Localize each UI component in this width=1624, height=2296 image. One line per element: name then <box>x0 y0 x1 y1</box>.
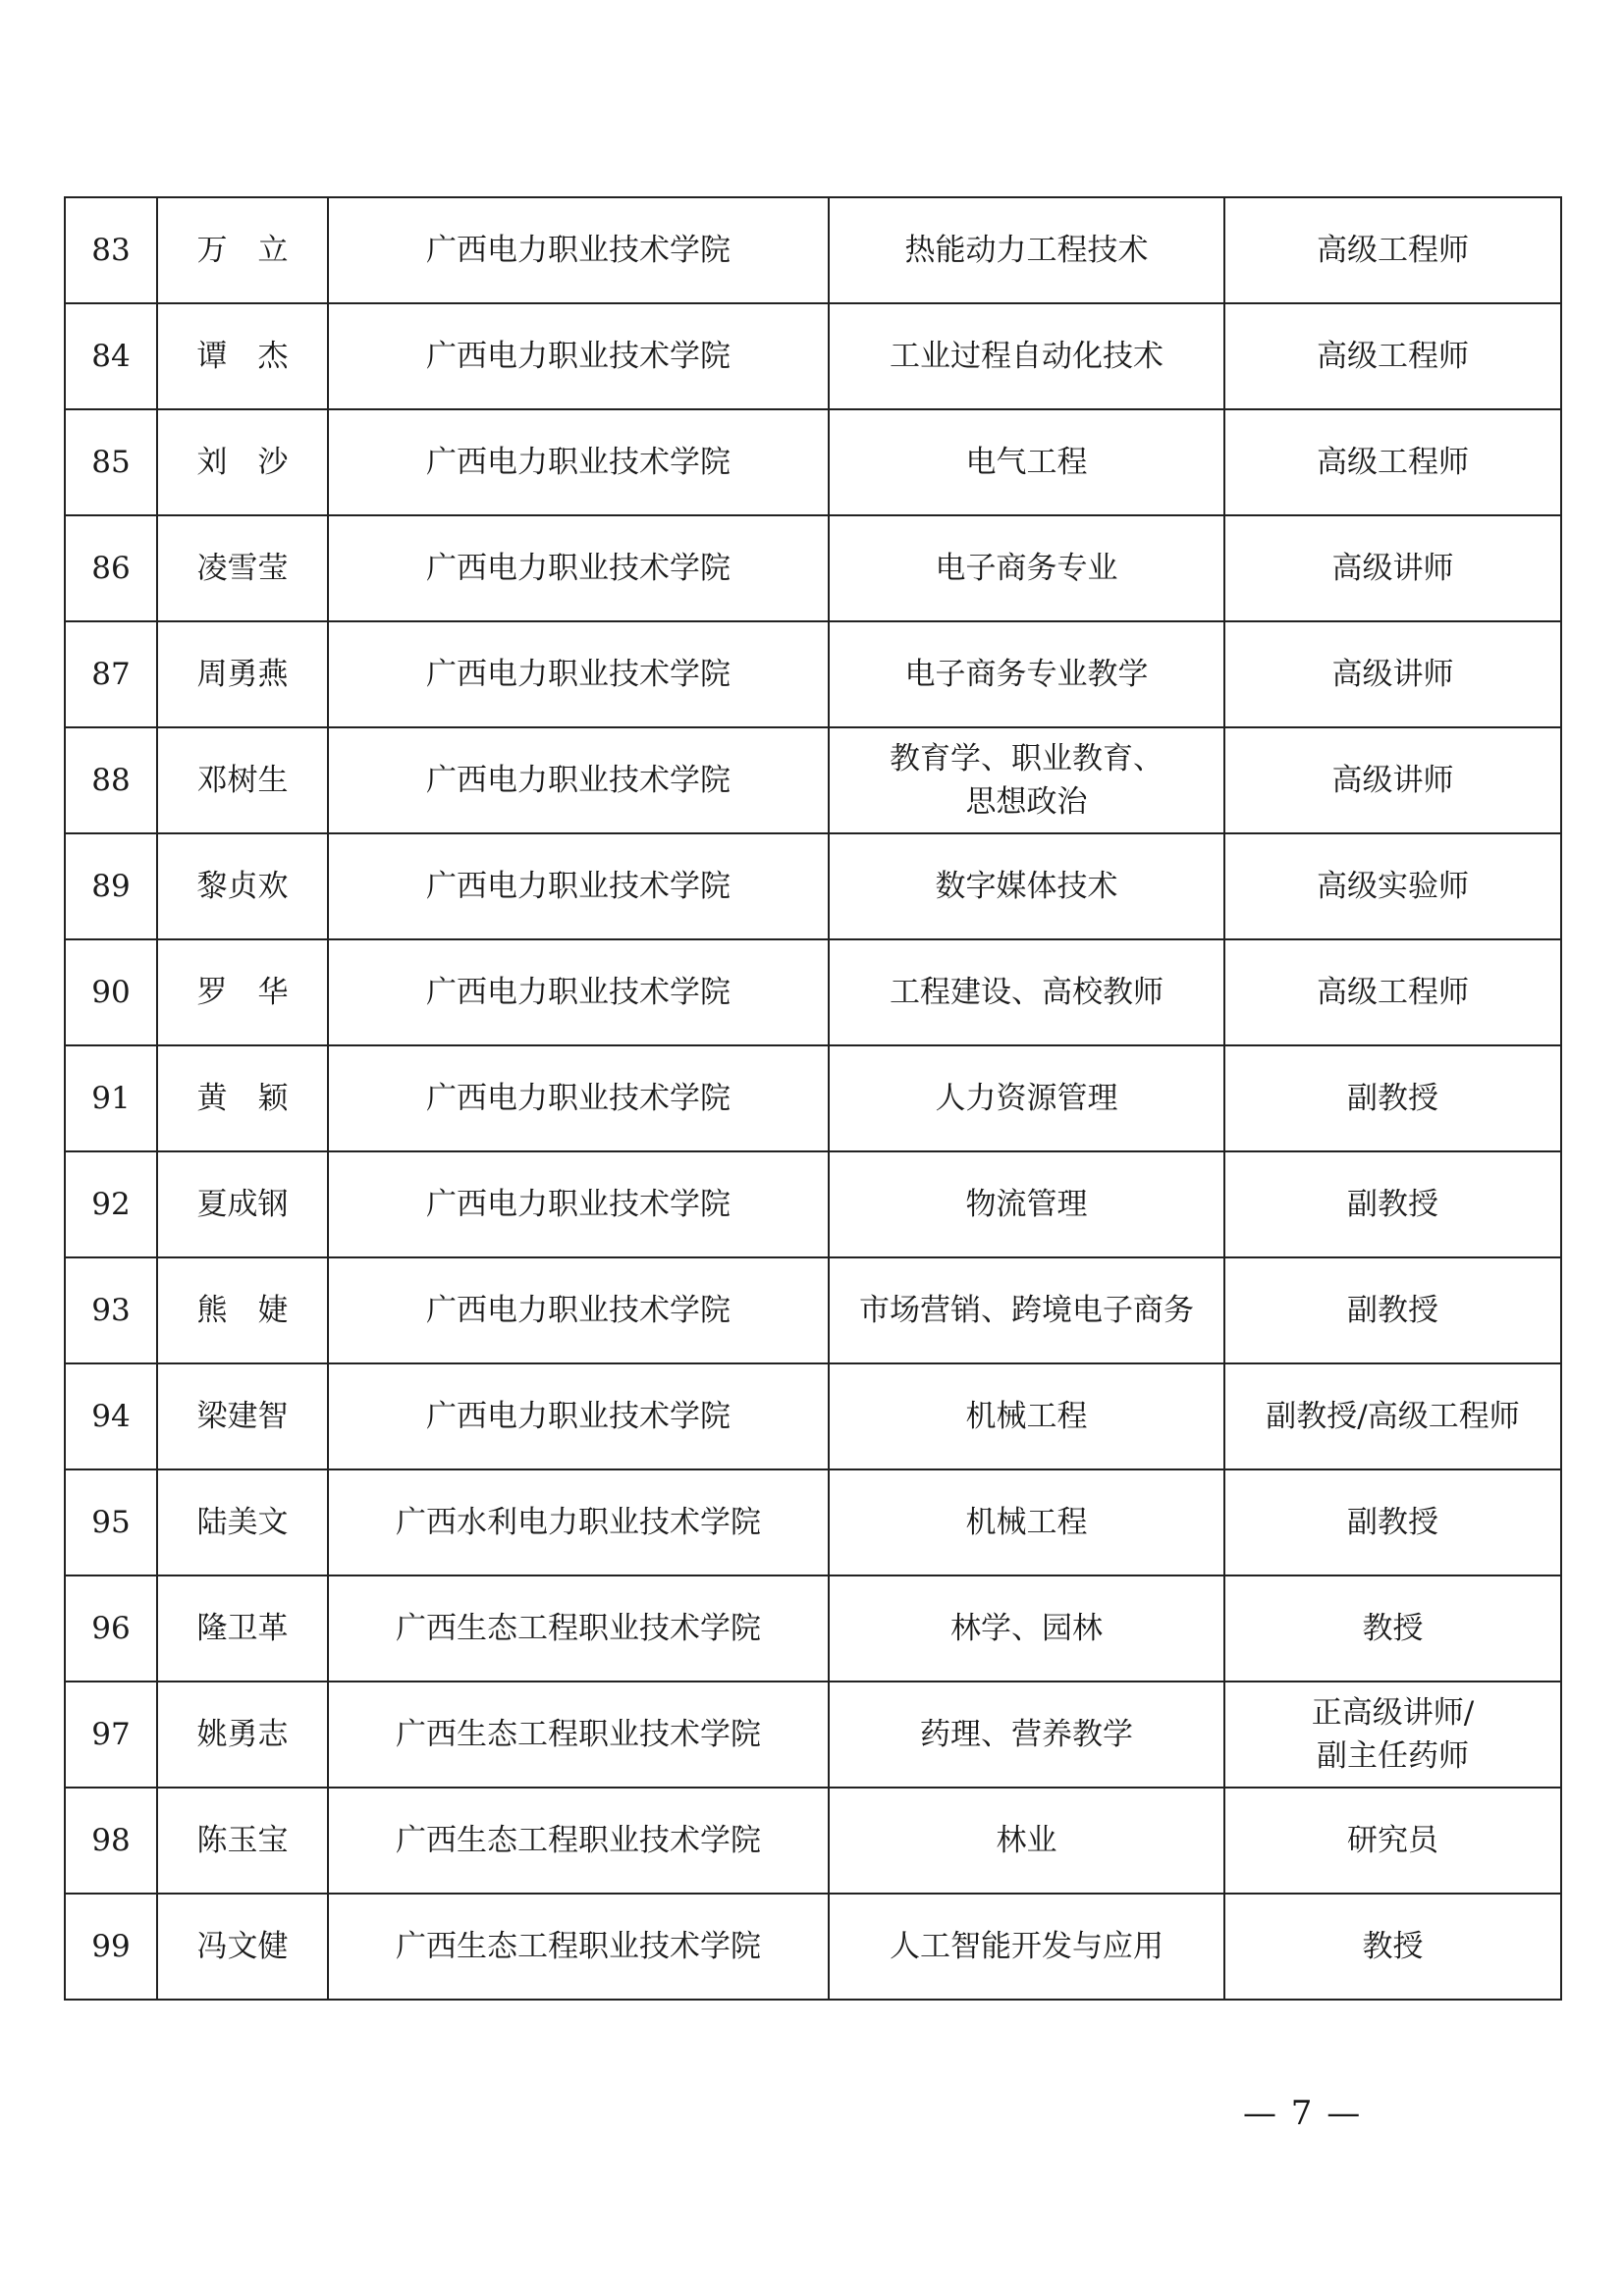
title-cell <box>1224 939 1561 1045</box>
major-cell <box>829 1045 1224 1151</box>
name-cell: 凌雪莹 <box>157 515 328 621</box>
row-number-cell: 90 <box>65 939 157 1045</box>
major-cell-line: 药理、营养教学 <box>920 1717 1133 1752</box>
title-cell-line: 研究员 <box>1347 1823 1438 1858</box>
title-cell <box>1224 1682 1561 1788</box>
organization-cell: 广西电力职业技术学院 <box>328 515 829 621</box>
row-number-cell: 91 <box>65 1045 157 1151</box>
title-cell-line: 副主任药师 <box>1317 1738 1469 1774</box>
organization-cell: 广西电力职业技术学院 <box>328 939 829 1045</box>
major-cell <box>829 939 1224 1045</box>
major-cell-line: 教育学、职业教育、 <box>890 741 1164 776</box>
major-cell <box>829 1257 1224 1363</box>
table-row <box>65 939 1561 1045</box>
title-cell-line: 高级讲师 <box>1331 657 1454 692</box>
title-cell-line: 副教授 <box>1347 1081 1438 1116</box>
major-cell-line: 人力资源管理 <box>935 1081 1118 1116</box>
title-cell <box>1224 303 1561 409</box>
title-cell <box>1224 1894 1561 2000</box>
table-row <box>65 1894 1561 2000</box>
organization-cell: 广西电力职业技术学院 <box>328 1151 829 1257</box>
table-row <box>65 833 1561 939</box>
row-number-cell: 85 <box>65 409 157 515</box>
roster-table <box>64 196 1562 2001</box>
name-cell: 陆美文 <box>157 1469 328 1575</box>
organization-cell: 广西电力职业技术学院 <box>328 833 829 939</box>
row-number-cell: 84 <box>65 303 157 409</box>
major-cell-line: 人工智能开发与应用 <box>890 1929 1164 1964</box>
major-cell <box>829 515 1224 621</box>
title-cell <box>1224 1469 1561 1575</box>
name-cell: 万 立 <box>157 197 328 303</box>
title-cell <box>1224 1045 1561 1151</box>
major-cell-line: 数字媒体技术 <box>935 869 1118 904</box>
major-cell <box>829 1575 1224 1682</box>
organization-cell: 广西电力职业技术学院 <box>328 1363 829 1469</box>
title-cell <box>1224 727 1561 833</box>
title-cell-line: 高级实验师 <box>1317 869 1469 904</box>
title-cell-line: 高级工程师 <box>1317 339 1469 374</box>
row-number-cell: 93 <box>65 1257 157 1363</box>
title-cell-line: 副教授 <box>1347 1505 1438 1540</box>
row-number-cell: 96 <box>65 1575 157 1682</box>
name-cell: 姚勇志 <box>157 1682 328 1788</box>
name-cell: 邓树生 <box>157 727 328 833</box>
name-cell: 隆卫革 <box>157 1575 328 1682</box>
table-row <box>65 1045 1561 1151</box>
major-cell-line: 市场营销、跨境电子商务 <box>859 1293 1194 1328</box>
row-number-cell: 97 <box>65 1682 157 1788</box>
name-cell: 黄 颖 <box>157 1045 328 1151</box>
table-row <box>65 1257 1561 1363</box>
major-cell-line: 电子商务专业 <box>935 551 1118 586</box>
title-cell-line: 教授 <box>1362 1611 1424 1646</box>
row-number-cell: 86 <box>65 515 157 621</box>
major-cell <box>829 1894 1224 2000</box>
major-cell-line: 电气工程 <box>965 445 1088 480</box>
table-row <box>65 303 1561 409</box>
title-cell-line: 副教授 <box>1347 1293 1438 1328</box>
title-cell-line: 高级工程师 <box>1317 975 1469 1010</box>
organization-cell: 广西电力职业技术学院 <box>328 409 829 515</box>
row-number-cell: 89 <box>65 833 157 939</box>
title-cell <box>1224 1788 1561 1894</box>
name-cell: 梁建智 <box>157 1363 328 1469</box>
major-cell-line: 机械工程 <box>965 1505 1088 1540</box>
title-cell-line: 高级工程师 <box>1317 445 1469 480</box>
major-cell-line: 热能动力工程技术 <box>904 233 1149 268</box>
major-cell <box>829 1363 1224 1469</box>
row-number-cell: 88 <box>65 727 157 833</box>
organization-cell: 广西电力职业技术学院 <box>328 1045 829 1151</box>
title-cell-line: 教授 <box>1362 1929 1424 1964</box>
roster-body <box>65 197 1561 2000</box>
title-cell-line: 高级工程师 <box>1317 233 1469 268</box>
name-cell: 谭 杰 <box>157 303 328 409</box>
table-row <box>65 621 1561 727</box>
title-cell-line: 正高级讲师/ <box>1311 1695 1475 1731</box>
row-number-cell: 87 <box>65 621 157 727</box>
organization-cell: 广西生态工程职业技术学院 <box>328 1575 829 1682</box>
name-cell: 刘 沙 <box>157 409 328 515</box>
table-row <box>65 197 1561 303</box>
title-cell-line: 高级讲师 <box>1331 763 1454 798</box>
name-cell: 周勇燕 <box>157 621 328 727</box>
organization-cell: 广西生态工程职业技术学院 <box>328 1894 829 2000</box>
organization-cell: 广西水利电力职业技术学院 <box>328 1469 829 1575</box>
title-cell-line: 高级讲师 <box>1331 551 1454 586</box>
page-number: — 7 — <box>1243 2094 1363 2133</box>
major-cell <box>829 1788 1224 1894</box>
title-cell <box>1224 621 1561 727</box>
major-cell <box>829 409 1224 515</box>
name-cell: 夏成钢 <box>157 1151 328 1257</box>
title-cell <box>1224 197 1561 303</box>
major-cell <box>829 1682 1224 1788</box>
title-cell <box>1224 1575 1561 1682</box>
title-cell <box>1224 1363 1561 1469</box>
table-row <box>65 1151 1561 1257</box>
major-cell-line: 思想政治 <box>965 784 1088 820</box>
title-cell <box>1224 1257 1561 1363</box>
major-cell <box>829 197 1224 303</box>
major-cell-line: 电子商务专业教学 <box>904 657 1149 692</box>
table-row <box>65 727 1561 833</box>
row-number-cell: 83 <box>65 197 157 303</box>
name-cell: 罗 华 <box>157 939 328 1045</box>
title-cell <box>1224 515 1561 621</box>
major-cell-line: 物流管理 <box>965 1187 1088 1222</box>
title-cell <box>1224 409 1561 515</box>
table-row <box>65 515 1561 621</box>
major-cell-line: 林业 <box>996 1823 1057 1858</box>
major-cell <box>829 833 1224 939</box>
table-row <box>65 409 1561 515</box>
major-cell-line: 林学、园林 <box>950 1611 1103 1646</box>
organization-cell: 广西电力职业技术学院 <box>328 197 829 303</box>
major-cell <box>829 303 1224 409</box>
organization-cell: 广西电力职业技术学院 <box>328 1257 829 1363</box>
organization-cell: 广西电力职业技术学院 <box>328 727 829 833</box>
major-cell <box>829 727 1224 833</box>
major-cell <box>829 621 1224 727</box>
organization-cell: 广西电力职业技术学院 <box>328 621 829 727</box>
major-cell-line: 工程建设、高校教师 <box>890 975 1164 1010</box>
organization-cell: 广西生态工程职业技术学院 <box>328 1682 829 1788</box>
major-cell <box>829 1469 1224 1575</box>
major-cell-line: 机械工程 <box>965 1399 1088 1434</box>
name-cell: 冯文健 <box>157 1894 328 2000</box>
name-cell: 黎贞欢 <box>157 833 328 939</box>
table-row <box>65 1682 1561 1788</box>
major-cell-line: 工业过程自动化技术 <box>890 339 1164 374</box>
title-cell-line: 副教授 <box>1347 1187 1438 1222</box>
name-cell: 熊 婕 <box>157 1257 328 1363</box>
row-number-cell: 95 <box>65 1469 157 1575</box>
name-cell: 陈玉宝 <box>157 1788 328 1894</box>
table-row <box>65 1469 1561 1575</box>
row-number-cell: 94 <box>65 1363 157 1469</box>
row-number-cell: 98 <box>65 1788 157 1894</box>
table-row <box>65 1575 1561 1682</box>
major-cell <box>829 1151 1224 1257</box>
title-cell-line: 副教授/高级工程师 <box>1266 1399 1520 1434</box>
table-row <box>65 1363 1561 1469</box>
row-number-cell: 92 <box>65 1151 157 1257</box>
table-row <box>65 1788 1561 1894</box>
title-cell <box>1224 833 1561 939</box>
row-number-cell: 99 <box>65 1894 157 2000</box>
organization-cell: 广西电力职业技术学院 <box>328 303 829 409</box>
title-cell <box>1224 1151 1561 1257</box>
organization-cell: 广西生态工程职业技术学院 <box>328 1788 829 1894</box>
